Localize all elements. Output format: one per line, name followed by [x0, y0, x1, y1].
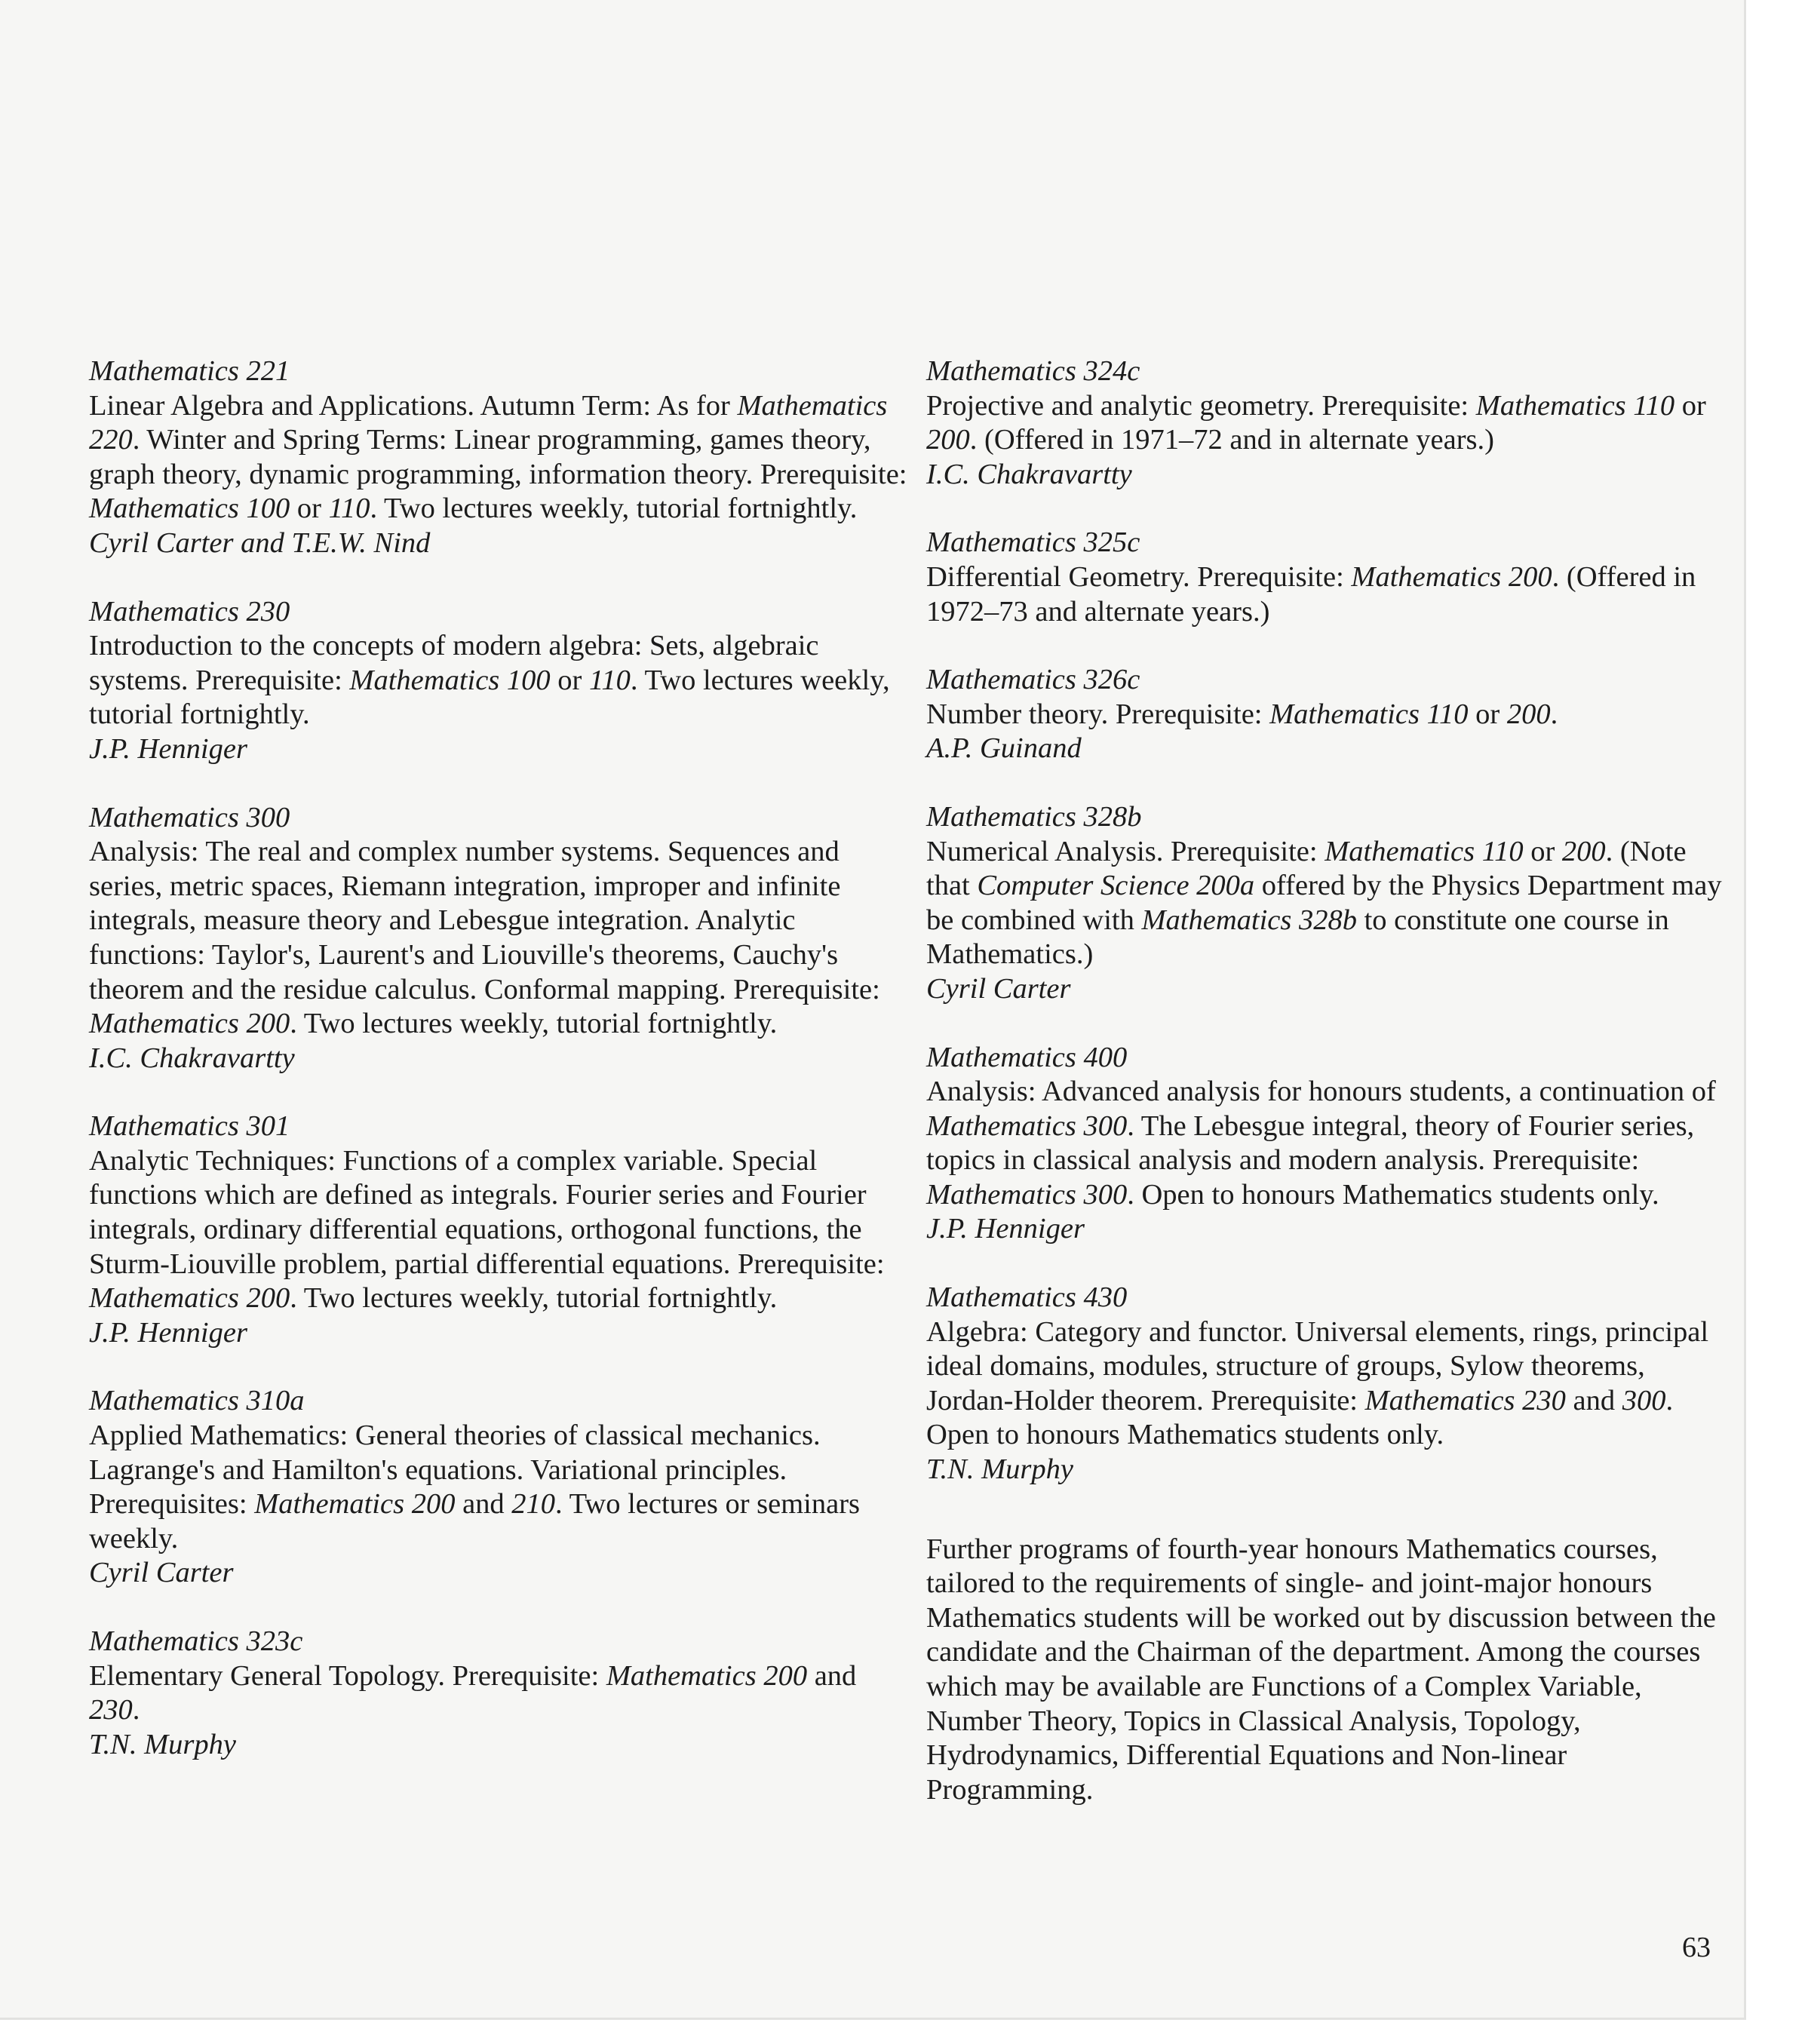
description-text: . Two lectures weekly, tutorial fortnightly. [290, 1008, 778, 1040]
course-description [89, 629, 907, 732]
course-reference: 110 [328, 493, 370, 525]
course-title: Mathematics 324c [926, 355, 1140, 387]
course-reference: Mathematics 300 [926, 1178, 1128, 1211]
description-text: . Two lectures or seminars weekly. [89, 1488, 860, 1554]
course-entry [89, 801, 907, 1076]
description-text: or [1674, 389, 1706, 422]
description-text: and [1565, 1384, 1622, 1416]
course-entry [926, 1041, 1726, 1248]
closing-note: Further programs of fourth-year honours Mathematics courses, tailored to the requirements of single- and joint-major honours Mathematics students will be worked out by discussion between the candidate and the Chairman of the department. Among the courses which may be available are Functions of a Complex Variable, Number Theory, Topics in Classical Analysis, Topology, Hydrodynamics, Differential Equations and Non-linear Programming. [926, 1533, 1716, 1806]
description-text: . Open to honours Mathematics students only. [926, 1384, 1674, 1451]
description-text: or [550, 664, 589, 696]
course-reference: Mathematics 200 [254, 1488, 456, 1521]
description-text: . The Lebesgue integral, theory of Fourier series, topics in classical analysis and modern analysis. Prerequisite: [926, 1109, 1695, 1177]
course-instructor: T.N. Murphy [89, 1728, 237, 1760]
course-entry [926, 354, 1726, 492]
description-text: or [1523, 835, 1562, 867]
description-text: . Two lectures weekly, tutorial fortnightly. [370, 493, 858, 525]
course-instructor: I.C. Chakravartty [926, 458, 1132, 490]
course-reference: Mathematics 230 [1364, 1384, 1566, 1416]
course-instructor: J.P. Henniger [926, 1213, 1085, 1245]
description-text: Analytic Techniques: Functions of a complex variable. Special functions which are defined as integrals. Fourier series and Fourier integrals, ordinary differential equations, orthogonal functions, the Sturm-Liouville problem, partial differential equations. Prerequisite: [89, 1144, 885, 1280]
course-title: Mathematics 323c [89, 1625, 303, 1657]
description-text: Elementary General Topology. Prerequisite: [89, 1659, 606, 1692]
course-title: Mathematics 326c [926, 664, 1140, 696]
course-entry [926, 1281, 1726, 1487]
course-entry [89, 1109, 907, 1350]
page-number: 63 [1682, 1932, 1711, 1963]
description-text: Number theory. Prerequisite: [926, 698, 1270, 730]
course-reference: Mathematics 110 [1325, 835, 1524, 867]
description-text: offered by the Physics Department may be combined with [926, 870, 1722, 936]
course-reference: Mathematics 200 [89, 1008, 290, 1040]
description-text: to constitute one course in Mathematics.) [926, 904, 1669, 971]
course-description [926, 698, 1726, 732]
course-reference: Mathematics 300 [926, 1109, 1128, 1142]
description-text: and [455, 1488, 512, 1521]
course-description [926, 560, 1726, 629]
course-title: Mathematics 310a [89, 1385, 305, 1417]
course-title: Mathematics 300 [89, 801, 290, 833]
description-text: . (Note that [926, 835, 1687, 902]
description-text: Numerical Analysis. Prerequisite: [926, 835, 1325, 867]
course-entry [89, 1625, 907, 1762]
course-reference: Mathematics 100 [89, 493, 290, 525]
course-title: Mathematics 400 [926, 1041, 1128, 1073]
description-text: . Two lectures weekly, tutorial fortnightly. [89, 664, 890, 731]
course-instructor: T.N. Murphy [926, 1453, 1074, 1486]
description-text: . (Offered in 1971–72 and in alternate years.) [969, 424, 1494, 456]
course-entry [89, 354, 907, 561]
course-description [89, 835, 907, 1042]
description-text: . Winter and Spring Terms: Linear programming, games theory, graph theory, dynamic programming, information theory. Prerequisite: [89, 424, 907, 490]
description-text: or [290, 493, 329, 525]
course-entry [89, 1384, 907, 1591]
description-text: Differential Geometry. Prerequisite: [926, 560, 1352, 593]
course-entry [926, 526, 1726, 629]
course-description [926, 835, 1726, 972]
course-reference: 230 [89, 1694, 133, 1726]
course-entry [926, 800, 1726, 1007]
course-description [89, 1419, 907, 1556]
description-text: . [132, 1694, 140, 1726]
course-title: Mathematics 325c [926, 526, 1140, 559]
course-reference: Mathematics 220 [89, 389, 888, 456]
course-reference: 110 [588, 664, 631, 696]
left-column [89, 354, 907, 1796]
course-instructor: Cyril Carter [89, 1557, 234, 1589]
course-reference: Mathematics 200 [606, 1659, 808, 1692]
course-title: Mathematics 430 [926, 1281, 1128, 1314]
description-text: . Two lectures weekly, tutorial fortnightly. [290, 1282, 778, 1315]
description-text: Linear Algebra and Applications. Autumn Term: As for [89, 389, 738, 422]
course-description [89, 389, 907, 526]
description-text: and [807, 1659, 857, 1692]
course-reference: 200 [926, 424, 970, 456]
course-description [926, 389, 1726, 458]
course-instructor: J.P. Henniger [89, 732, 247, 765]
description-text: Algebra: Category and functor. Universal elements, rings, principal ideal domains, modules, structure of groups, Sylow theorems, Jordan-Holder theorem. Prerequisite: [926, 1315, 1709, 1416]
description-text: Introduction to the concepts of modern algebra: Sets, algebraic systems. Prerequisite: [89, 630, 819, 696]
course-description [89, 1659, 907, 1728]
right-column [926, 354, 1726, 1807]
course-instructor: Cyril Carter and T.E.W. Nind [89, 526, 431, 559]
description-text: . [1550, 698, 1558, 730]
course-reference: 210 [511, 1488, 556, 1521]
course-reference: Mathematics 328b [1141, 904, 1357, 936]
course-reference: Mathematics 110 [1475, 389, 1675, 422]
description-text: Analysis: Advanced analysis for honours students, a continuation of [926, 1076, 1716, 1108]
course-title: Mathematics 230 [89, 595, 290, 628]
course-title: Mathematics 221 [89, 355, 290, 387]
course-reference: 200 [1561, 835, 1606, 867]
course-reference: Mathematics 200 [89, 1282, 290, 1315]
course-entry [89, 595, 907, 767]
course-entry [926, 663, 1726, 766]
description-text: . (Offered in 1972–73 and alternate years.) [926, 560, 1696, 628]
course-reference: 200 [1506, 698, 1551, 730]
course-title: Mathematics 328b [926, 800, 1142, 833]
course-instructor: A.P. Guinand [926, 732, 1082, 765]
description-text: Applied Mathematics: General theories of classical mechanics. Lagrange's and Hamilton's equations. Variational principles. Prerequisites: [89, 1419, 821, 1521]
course-instructor: I.C. Chakravartty [89, 1042, 295, 1074]
course-reference: 300 [1622, 1384, 1666, 1416]
course-reference: Mathematics 200 [1351, 560, 1552, 593]
course-reference: Mathematics 110 [1269, 698, 1469, 730]
description-text: Analysis: The real and complex number systems. Sequences and series, metric spaces, Riemann integration, improper and infinite integrals, measure theory and Lebesgue integration. Analytic functions: Taylor's, Laurent's and Liouville's theorems, Cauchy's theorem and the residue calculus. Conformal mapping. Prerequisite: [89, 836, 880, 1005]
course-title: Mathematics 301 [89, 1110, 290, 1143]
course-description [926, 1315, 1726, 1453]
course-instructor: J.P. Henniger [89, 1316, 247, 1349]
course-instructor: Cyril Carter [926, 972, 1071, 1005]
description-text: Projective and analytic geometry. Prerequisite: [926, 389, 1476, 422]
course-reference: Mathematics 100 [349, 664, 551, 696]
course-description [89, 1144, 907, 1316]
course-description [926, 1075, 1726, 1212]
description-text: . Open to honours Mathematics students only. [1127, 1178, 1659, 1211]
course-reference: Computer Science 200a [977, 870, 1255, 902]
description-text: or [1468, 698, 1507, 730]
